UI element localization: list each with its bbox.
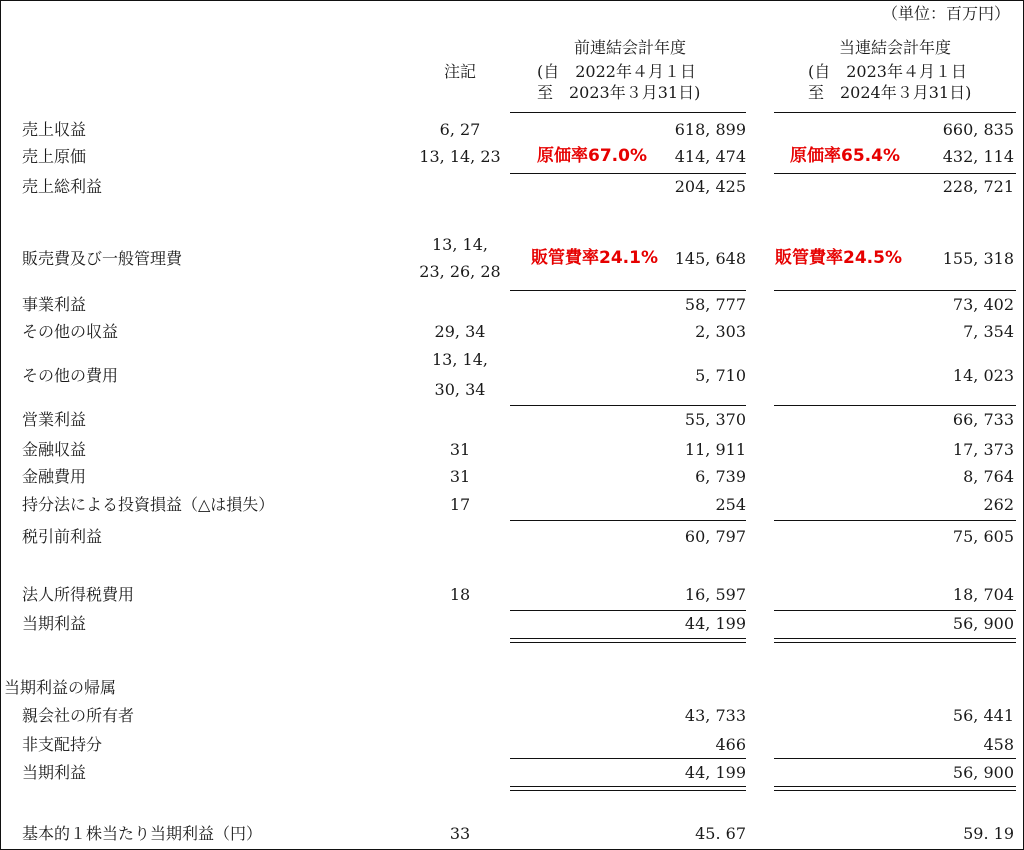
curr-value: 8, 764 (963, 467, 1014, 486)
row-label: 当期利益 (22, 614, 87, 633)
prev-value: 204, 425 (674, 177, 746, 196)
row-label: 営業利益 (22, 410, 87, 429)
prev-year-to: 至 2023年３月31日) (537, 83, 701, 102)
row-note: 23, 26, 28 (419, 262, 501, 281)
prev-year-from: (自 2022年４月１日 (537, 62, 696, 81)
row-label: その他の費用 (22, 366, 119, 385)
curr-year-title: 当連結会計年度 (838, 38, 951, 57)
row-note: 13, 14, (432, 350, 488, 369)
prev-value: 2, 303 (695, 322, 746, 341)
row-label: 基本的１株当たり当期利益（円） (22, 824, 263, 843)
row-note: 33 (449, 824, 471, 843)
row-label: 金融収益 (22, 440, 87, 459)
curr-value: 228, 721 (942, 177, 1014, 196)
double-rule (510, 638, 746, 643)
curr-value: 56, 900 (952, 614, 1014, 633)
curr-value: 73, 402 (952, 295, 1014, 314)
row-note: 6, 27 (439, 120, 481, 139)
prev-value: 58, 777 (684, 295, 746, 314)
row-note: 31 (449, 467, 471, 486)
curr-value: 56, 900 (952, 763, 1014, 782)
curr-value: 56, 441 (952, 706, 1014, 725)
curr-value: 262 (983, 495, 1014, 514)
note-column-header: 注記 (443, 62, 476, 81)
rule (510, 405, 746, 406)
row-note: 30, 34 (434, 380, 486, 399)
rule (774, 173, 1016, 174)
rule (510, 112, 746, 113)
curr-value: 14, 023 (952, 366, 1014, 385)
curr-value: 7, 354 (963, 322, 1014, 341)
curr-value: 66, 733 (952, 410, 1014, 429)
prev-value: 466 (715, 735, 746, 754)
prev-value: 44, 199 (684, 614, 746, 633)
row-label: 販売費及び一般管理費 (22, 249, 183, 268)
prev-value: 43, 733 (684, 706, 746, 725)
row-note: 31 (449, 440, 471, 459)
curr-value: 155, 318 (942, 249, 1014, 268)
curr-value: 18, 704 (952, 585, 1014, 604)
prev-value: 44, 199 (684, 763, 746, 782)
curr-value: 660, 835 (942, 120, 1014, 139)
rule (774, 758, 1016, 759)
rule (510, 290, 746, 291)
section-heading: 当期利益の帰属 (4, 678, 117, 697)
curr-value: 17, 373 (952, 440, 1014, 459)
prev-value: 45. 67 (695, 824, 746, 843)
row-label: 当期利益 (22, 763, 87, 782)
row-note: 29, 34 (434, 322, 486, 341)
row-label: 売上原価 (22, 147, 87, 166)
row-label: 事業利益 (22, 295, 87, 314)
prev-value: 16, 597 (684, 585, 746, 604)
prev-year-title: 前連結会計年度 (573, 38, 686, 57)
rule (510, 758, 746, 759)
rule (510, 610, 746, 611)
row-label: 売上総利益 (22, 177, 103, 196)
curr-year-from: (自 2023年４月１日 (808, 62, 967, 81)
row-label: 税引前利益 (22, 527, 103, 546)
curr-value: 59. 19 (963, 824, 1014, 843)
double-rule (774, 638, 1016, 643)
row-note: 18 (449, 585, 471, 604)
rule (510, 520, 746, 521)
curr-year-to: 至 2024年３月31日) (808, 83, 972, 102)
rule (774, 405, 1016, 406)
sga-rate-prev-annotation: 販管費率24.1% (531, 248, 658, 268)
row-label: その他の収益 (22, 322, 119, 341)
prev-value: 60, 797 (684, 527, 746, 546)
cost-rate-curr-annotation: 原価率65.4% (790, 146, 900, 166)
prev-value: 145, 648 (674, 249, 746, 268)
row-note: 13, 14, (432, 235, 488, 254)
prev-value: 5, 710 (695, 366, 746, 385)
cost-rate-prev-annotation: 原価率67.0% (537, 146, 647, 166)
prev-value: 414, 474 (674, 147, 746, 166)
rule (774, 610, 1016, 611)
curr-value: 75, 605 (952, 527, 1014, 546)
curr-value: 432, 114 (942, 147, 1014, 166)
rule (774, 520, 1016, 521)
prev-value: 618, 899 (674, 120, 746, 139)
sga-rate-curr-annotation: 販管費率24.5% (775, 248, 902, 268)
row-note: 13, 14, 23 (419, 147, 501, 166)
row-label: 売上収益 (22, 120, 87, 139)
double-rule (774, 786, 1016, 791)
prev-value: 55, 370 (684, 410, 746, 429)
rule (774, 112, 1016, 113)
double-rule (510, 786, 746, 791)
row-label: 持分法による投資損益（△は損失） (22, 495, 275, 514)
row-note: 17 (449, 495, 471, 514)
row-label: 親会社の所有者 (22, 706, 135, 725)
rule (510, 173, 746, 174)
rule (774, 290, 1016, 291)
unit-label: （単位：百万円） (881, 4, 1010, 23)
prev-value: 254 (715, 495, 746, 514)
prev-value: 6, 739 (695, 467, 746, 486)
row-label: 金融費用 (22, 467, 87, 486)
row-label: 法人所得税費用 (22, 585, 135, 604)
curr-value: 458 (983, 735, 1014, 754)
row-label: 非支配持分 (22, 735, 103, 754)
prev-value: 11, 911 (684, 440, 746, 459)
